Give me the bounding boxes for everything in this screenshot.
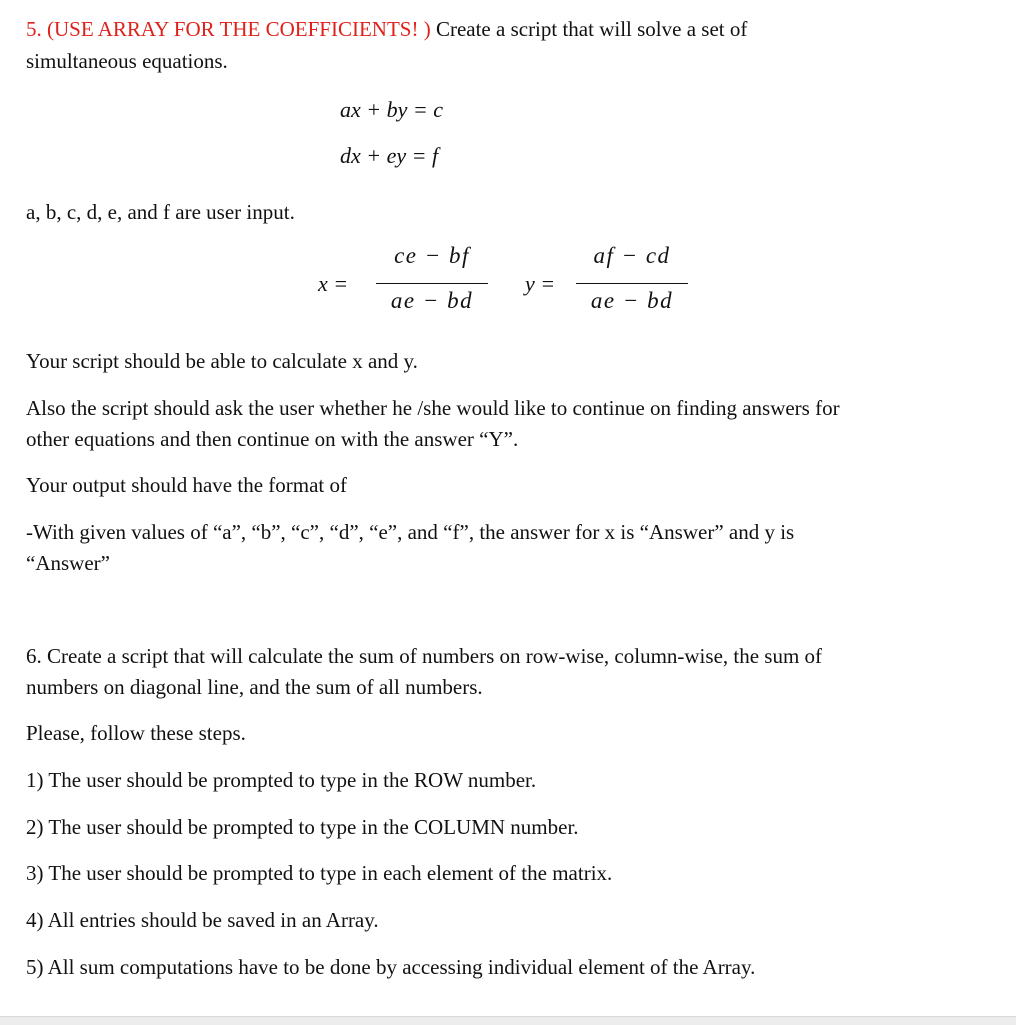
- problem5-highlight: (USE ARRAY FOR THE COEFFICIENTS! ): [47, 17, 431, 41]
- step-5: 5) All sum computations have to be done by accessing individual element of the Array.: [26, 955, 756, 979]
- equation-2: dx + ey = f: [340, 143, 439, 168]
- problem5-para2-line1: Also the script should ask the user whether he /she would like to continue on finding answers for: [26, 396, 840, 420]
- x-formula-fraction-bar: [376, 283, 488, 284]
- problem5-para4-line2: “Answer”: [26, 551, 110, 575]
- problem5-heading: [26, 14, 747, 45]
- inputs-note: a, b, c, d, e, and f are user input.: [26, 200, 295, 224]
- equation-1: ax + by = c: [340, 97, 443, 122]
- problem5-number: 5.: [26, 17, 42, 41]
- step-2: 2) The user should be prompted to type in the COLUMN number.: [26, 815, 579, 839]
- step-1: 1) The user should be prompted to type in the ROW number.: [26, 768, 537, 792]
- problem5-para4-line1: -With given values of “a”, “b”, “c”, “d”, “e”, and “f”, the answer for x is “Answer” and y is: [26, 520, 795, 544]
- y-formula-numerator: af − cd: [593, 243, 671, 268]
- x-formula-lhs: x =: [318, 271, 349, 296]
- y-formula-denominator: ae − bd: [590, 288, 674, 313]
- problem5-line1-rest: Create a script that will solve a set of: [435, 17, 748, 41]
- problem6-line2: numbers on diagonal line, and the sum of all numbers.: [26, 675, 483, 699]
- problem5-para3: Your output should have the format of: [26, 473, 347, 497]
- step-3: 3) The user should be prompted to type in each element of the matrix.: [26, 861, 613, 885]
- problem5-para2-line2: other equations and then continue on with the answer “Y”.: [26, 427, 519, 451]
- y-formula-fraction-bar: [576, 283, 688, 284]
- problem5-line2: simultaneous equations.: [26, 49, 228, 73]
- step-4: 4) All entries should be saved in an Array.: [26, 908, 379, 932]
- x-formula-denominator: ae − bd: [390, 288, 474, 313]
- problem6-intro: Please, follow these steps.: [26, 721, 246, 745]
- problem6-line1: 6. Create a script that will calculate the sum of numbers on row-wise, column-wise, the sum of: [26, 644, 823, 668]
- problem5-para1: Your script should be able to calculate x and y.: [26, 349, 418, 373]
- x-formula-numerator: ce − bf: [394, 243, 470, 268]
- y-formula-lhs: y =: [525, 271, 556, 296]
